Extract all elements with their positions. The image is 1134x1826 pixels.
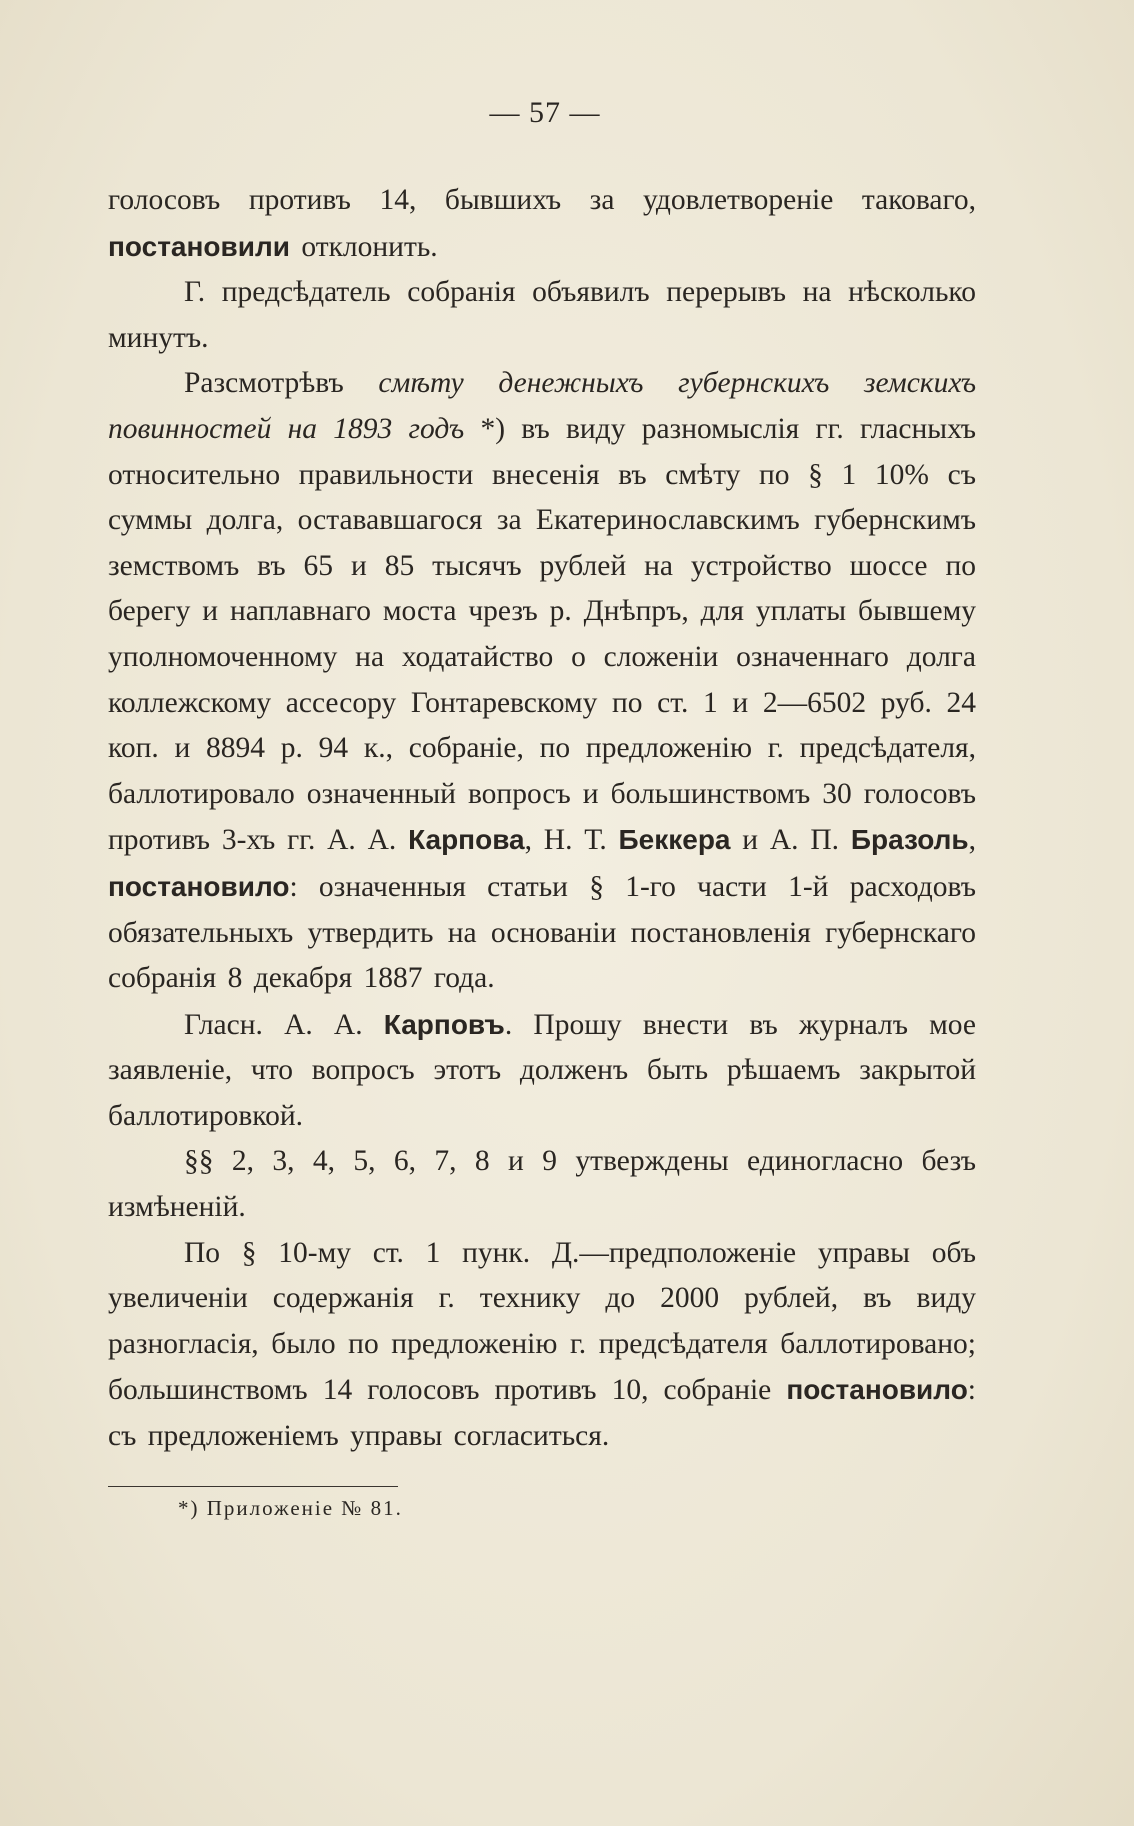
page-number: — 57 — [489, 96, 601, 129]
bold-term: постановило [786, 1374, 968, 1406]
paragraph-2: Г. предсѣдатель собранія объявилъ перерывъ на нѣсколько минутъ. [108, 276, 976, 354]
bold-term: постановили [108, 230, 290, 262]
paragraph-1: голосовъ противъ 14, бывшихъ за удовлетвореніе таковаго, постановили отклонить. [108, 184, 976, 263]
paragraph-5: §§ 2, 3, 4, 5, 6, 7, 8 и 9 утверждены единогласно безъ измѣненій. [108, 1145, 976, 1224]
name-bekker: Беккера [618, 824, 731, 856]
paragraph-6: По § 10-му ст. 1 пунк. Д.—предположеніе управы объ увеличеніи содержанія г. технику до 2000 рублей, въ виду разногласія, было по предложенію г. предсѣдателя баллотировано; большинствомъ 14 голосовъ противъ 10, собраніе постановило: съ предложеніемъ управы согласиться. [108, 1236, 976, 1453]
name-karpov: Карповъ [383, 1008, 505, 1040]
name-brazol: Бразоль [850, 824, 969, 856]
footnote: *) Приложеніе № 81. [178, 1496, 403, 1520]
body-text [108, 178, 976, 1460]
bold-term: постановило [108, 870, 290, 902]
italic-title: смѣту денежныхъ губернскихъ земскихъ повинностей на 1893 годъ [108, 367, 977, 445]
footnote-divider [108, 1486, 398, 1487]
paragraph-3: Разсмотрѣвъ смѣту денежныхъ губернскихъ земскихъ повинностей на 1893 годъ *) въ виду разномыслія гг. гласныхъ относительно правильности внесенія въ смѣту по § 1 10% съ суммы долга, остававшагося за Екатеринославскимъ губернскимъ земствомъ въ 65 и 85 тысячъ рублей на устройство шоссе по берегу и наплавнаго моста чрезъ р. Днѣпръ, для уплаты бывшему уполномоченному на ходатайство о сложеніи означеннаго долга коллежскому ассесору Гонтаревскому по ст. 1 и 2—6502 руб. 24 коп. и 8894 р. 94 к., собраніе, по предложенію г. предсѣдателя, баллотировало означенный вопросъ и большинствомъ 30 голосовъ противъ 3-хъ гг. А. А. Карпова, Н. Т. Беккера и А. П. Бразоль, постановило: означенныя статьи § 1-го части 1-й расходовъ обязательныхъ утвердить на основаніи постановленія губернскаго собранія 8 декабря 1887 года. [108, 367, 977, 995]
paragraph-4: Гласн. А. А. Карповъ. Прошу внести въ журналъ мое заявленіе, что вопросъ этотъ долженъ быть рѣшаемъ закрытой баллотировкой. [108, 1008, 977, 1132]
name-karpov: Карпова [408, 824, 525, 856]
